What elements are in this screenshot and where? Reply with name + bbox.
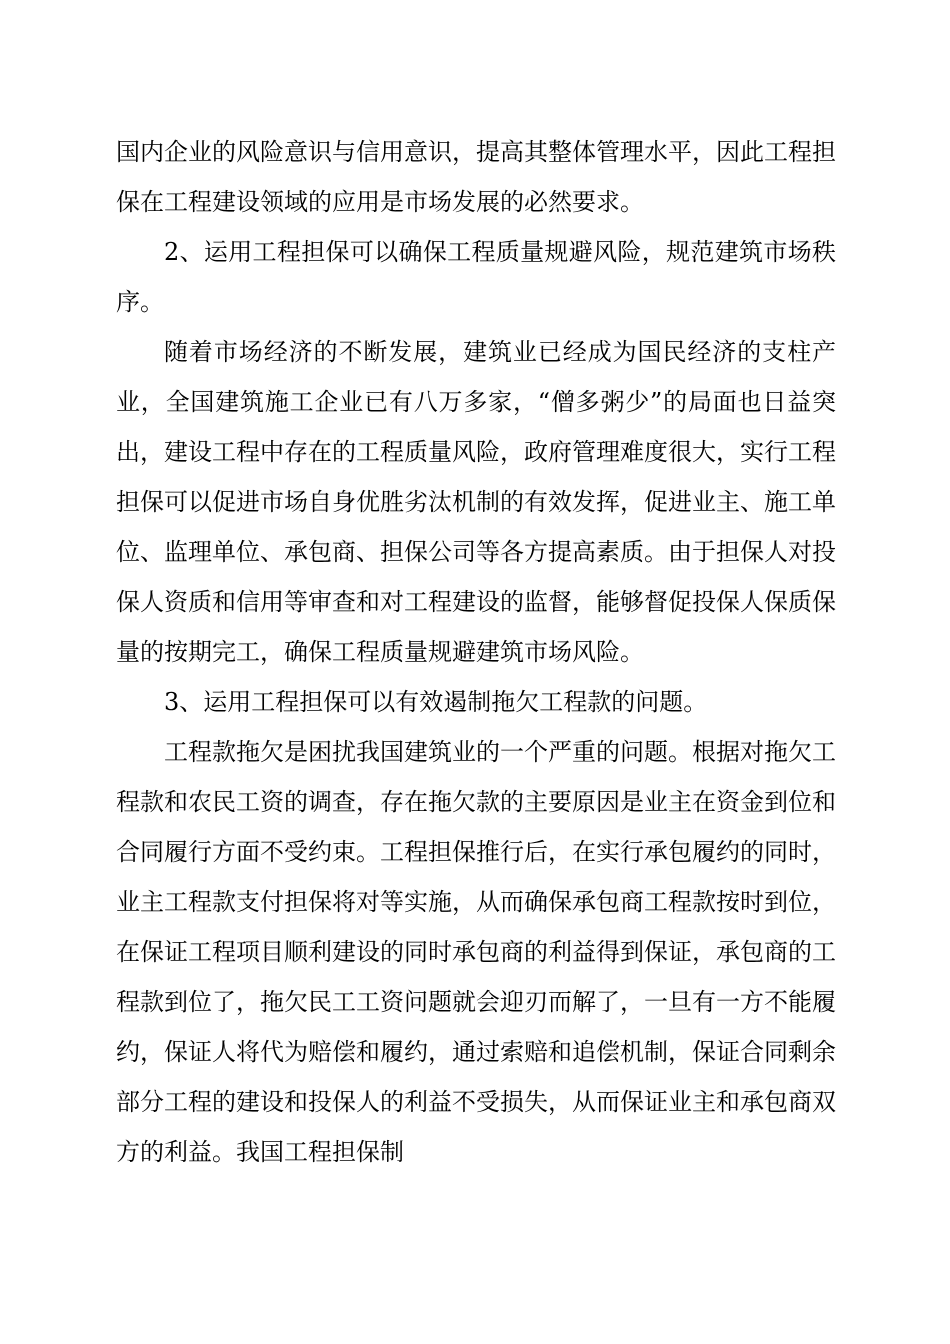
paragraph-section-2-body: 随着市场经济的不断发展，建筑业已经成为国民经济的支柱产业，全国建筑施工企业已有八万多家，“僧多粥少”的局面也日益突出，建设工程中存在的工程质量风险，政府管理难度很大，实行工程担保可以促进市场自身优胜劣汰机制的有效发挥，促进业主、施工单位、监理单位、承包商、担保公司等各方提高素质。由于担保人对投保人资质和信用等审查和对工程建设的监督，能够督促投保人保质保量的按期完工，确保工程质量规避建筑市场风险。 bbox=[116, 338, 836, 666]
section-heading-3: 3、运用工程担保可以有效遏制拖欠工程款的问题。 bbox=[164, 688, 708, 716]
section-heading-2: 2、运用工程担保可以确保工程质量规避风险，规范建筑市场秩序。 bbox=[116, 238, 836, 316]
paragraph-intro-continuation: 国内企业的风险意识与信用意识，提高其整体管理水平，因此工程担保在工程建设领域的应用是市场发展的必然要求。 bbox=[116, 138, 836, 216]
paragraph-section-3-body: 工程款拖欠是困扰我国建筑业的一个严重的问题。根据对拖欠工程款和农民工资的调查，存在拖欠款的主要原因是业主在资金到位和合同履行方面不受约束。工程担保推行后，在实行承包履约的同时，业主工程款支付担保将对等实施，从而确保承包商工程款按时到位，在保证工程项目顺利建设的同时承包商的利益得到保证，承包商的工程款到位了，拖欠民工工资问题就会迎刃而解了，一旦有一方不能履约，保证人将代为赔偿和履约，通过索赔和追偿机制，保证合同剩余部分工程的建设和投保人的利益不受损失，从而保证业主和承包商双方的利益。我国工程担保制 bbox=[116, 738, 836, 1166]
document-page bbox=[116, 127, 836, 1177]
